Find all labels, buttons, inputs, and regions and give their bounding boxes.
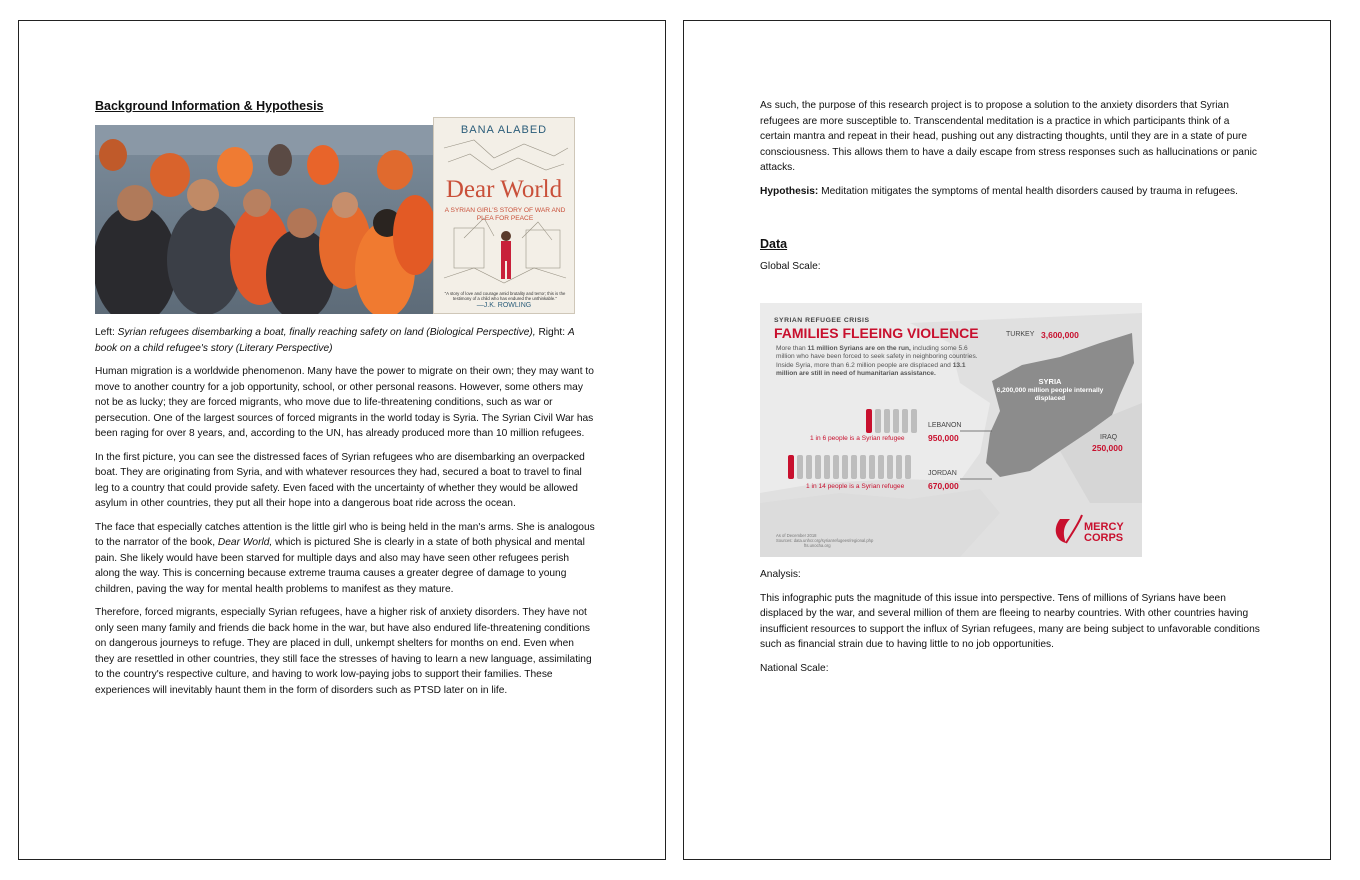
- syria-displaced: 6,200,000 million people internally displaced: [996, 387, 1104, 402]
- mercy-corps-logo-text: [1084, 522, 1124, 544]
- lebanon-people-icons: [866, 409, 917, 433]
- paragraph-human-migration: Human migration is a worldwide phenomenon. Many have the power to migrate on their own; they may want to move to another country for a job opportunity, school, or other personal reasons. However, some others may not be as lucky; they are forced migrants, who move due to life-threatening conditions, such as war or persecution. One of the largest sources of forced migrants in the world today is Syria. The Syrian Civil War has been raging for over 8 years, and, according to the UN, has already produced more than 10 million refugees.: [95, 366, 594, 439]
- iraq-value: 250,000: [1092, 443, 1123, 453]
- analysis-label: Analysis:: [760, 569, 801, 580]
- caption-left-text: Syrian refugees disembarking a boat, finally reaching safety on land (Biological Perspective),: [117, 327, 536, 338]
- source-url-2: fts.unocha.org: [804, 543, 831, 548]
- paragraph-first-picture: In the first picture, you can see the distressed faces of Syrian refugees who are disembarking an overpacked boat. They are originating from Syria, and with whatever resources they had, secured a boat to travel to final leg to a country that could provide safety. Even faced with the uncertainty of whether they would be allowed asylum in other countries, they put all their hope into a dangerous boat ride across the ocean.: [95, 451, 585, 509]
- jordan-ratio: 1 in 14 people is a Syrian refugee: [806, 483, 905, 490]
- book-subtitle: A SYRIAN GIRL'S STORY OF WAR AND PLEA FOR PEACE: [444, 207, 566, 222]
- desc-text-2: including some 5.6 million who have been forced to seek safety in neighboring countries. Inside Syria, more than 6.2 million people are displaced and: [776, 345, 978, 369]
- refugee-boat-photo: [95, 125, 433, 314]
- desc-text-1: More than: [776, 345, 806, 352]
- para3-text-a: The face that especially catches attention is the little girl who is being held in the man's arms. She is analogous to the narrator of the book,: [95, 521, 595, 548]
- syria-label: SYRIA: [1038, 377, 1062, 386]
- desc-bold-2: 13.1 million: [776, 361, 966, 377]
- iraq-label: IRAQ: [1100, 434, 1118, 441]
- book-author: BANA ALABED: [460, 124, 548, 136]
- jordan-people-icons: [788, 455, 911, 479]
- section-heading-data: Data: [760, 237, 788, 251]
- paragraph-analysis: This infographic puts the magnitude of this issue into perspective. Tens of millions of Syrians have been displaced by the war, and several million of them are fleeing to nearby countries. With other countries having insufficient resources to support the influx of Syrian refugees, many are being subject to unfavorable conditions such as financial strain due to having little to no job opportunities.: [760, 592, 1260, 650]
- book-title: Dear World: [445, 176, 563, 203]
- image-caption: [95, 325, 595, 356]
- infographic-description: [776, 345, 982, 378]
- paragraph-anxiety-disorders: Therefore, forced migrants, especially Syrian refugees, have a higher risk of anxiety disorders. They have not only seen many family and friends die back home in the war, but have also endured life-threatening conditions on dangerous journeys to refuge. They are placed in dull, unkempt shelters for months on end. Even when they are resettled in other countries, they still face the stresses of having to learn a new language, assimilating to the country's respective culture, and having to work low-paying jobs to support their families. These experiences will inevitably haunt them in the form of disorders such as PTSD later on in life.: [95, 607, 592, 696]
- para3-text-b: which is pictured She is clearly in a state of both physical and mental pain. She likely would have been starved for multiple days and also may have seen other refugees perish along the way. This is concerning because extreme trauma causes a greater degree of damage to young children, paving the way for mental health problems to manifest as they mature.: [95, 537, 585, 595]
- source-url-1: Sources: data.unhcr.org/syrianrefugees/regional.php: [776, 538, 874, 543]
- caption-right-text: A book on a child refugee's story (Literary Perspective): [95, 327, 575, 354]
- infographic-source: [776, 533, 873, 548]
- syrian-refugee-infographic: [760, 303, 1142, 557]
- infographic-map: [760, 303, 1142, 557]
- document-page-1: [18, 20, 666, 860]
- dear-world-book-cover: [433, 117, 575, 314]
- caption-right-label: Right:: [538, 327, 566, 338]
- infographic-title: FAMILIES FLEEING VIOLENCE: [774, 325, 979, 341]
- para3-book-title: Dear World,: [217, 537, 273, 548]
- book-quote: "A story of love and courage amid brutality and terror; this is the testimony of a child who has endured the unthinkable.": [444, 291, 566, 301]
- paragraph-purpose: As such, the purpose of this research project is to propose a solution to the anxiety disorders that Syrian refugees are more susceptible to. Transcendental meditation is a practice in which participants think of a certain mantra and repeat in their head, pushing out any distracting thoughts, until they are in a state of pure consciousness. This allows them to have a daily escape from stress responses such as hallucinations or panic attacks.: [760, 100, 1257, 173]
- infographic-kicker: SYRIAN REFUGEE CRISIS: [774, 317, 870, 324]
- logo-word-1: MERCY: [1084, 521, 1124, 533]
- refugee-photo-illustration: [95, 125, 433, 314]
- page1-heading-block: [95, 99, 595, 115]
- paragraph-little-girl: [95, 520, 595, 598]
- hypothesis-text: Meditation mitigates the symptoms of mental health disorders caused by trauma in refugees.: [821, 185, 1238, 197]
- document-page-2: [683, 20, 1331, 860]
- lebanon-label: LEBANON: [928, 422, 962, 429]
- page2-body-bottom: [760, 567, 1260, 684]
- turkey-value: 3,600,000: [1041, 330, 1079, 340]
- source-date: As of December 2018: [776, 533, 817, 538]
- desc-bold-1: 11 million Syrians are on the run,: [807, 345, 911, 352]
- global-scale-label: Global Scale:: [760, 260, 821, 272]
- page2-body-top: [760, 98, 1260, 282]
- book-quote-author: —J.K. ROWLING: [476, 302, 532, 309]
- desc-bold-3: are still in need of humanitarian assistance.: [799, 369, 936, 377]
- caption-left-label: Left:: [95, 327, 115, 338]
- lebanon-value: 950,000: [928, 433, 959, 443]
- lebanon-ratio: 1 in 6 people is a Syrian refugee: [810, 435, 905, 442]
- logo-word-2: CORPS: [1084, 532, 1124, 544]
- national-scale-label: National Scale:: [760, 662, 829, 674]
- hypothesis-label: Hypothesis:: [760, 185, 819, 197]
- turkey-label: TURKEY: [1006, 331, 1035, 338]
- page1-body: [95, 325, 595, 706]
- paragraph-hypothesis: [760, 184, 1260, 200]
- section-heading-background: Background Information & Hypothesis: [95, 99, 324, 113]
- jordan-value: 670,000: [928, 481, 959, 491]
- jordan-label: JORDAN: [928, 470, 957, 477]
